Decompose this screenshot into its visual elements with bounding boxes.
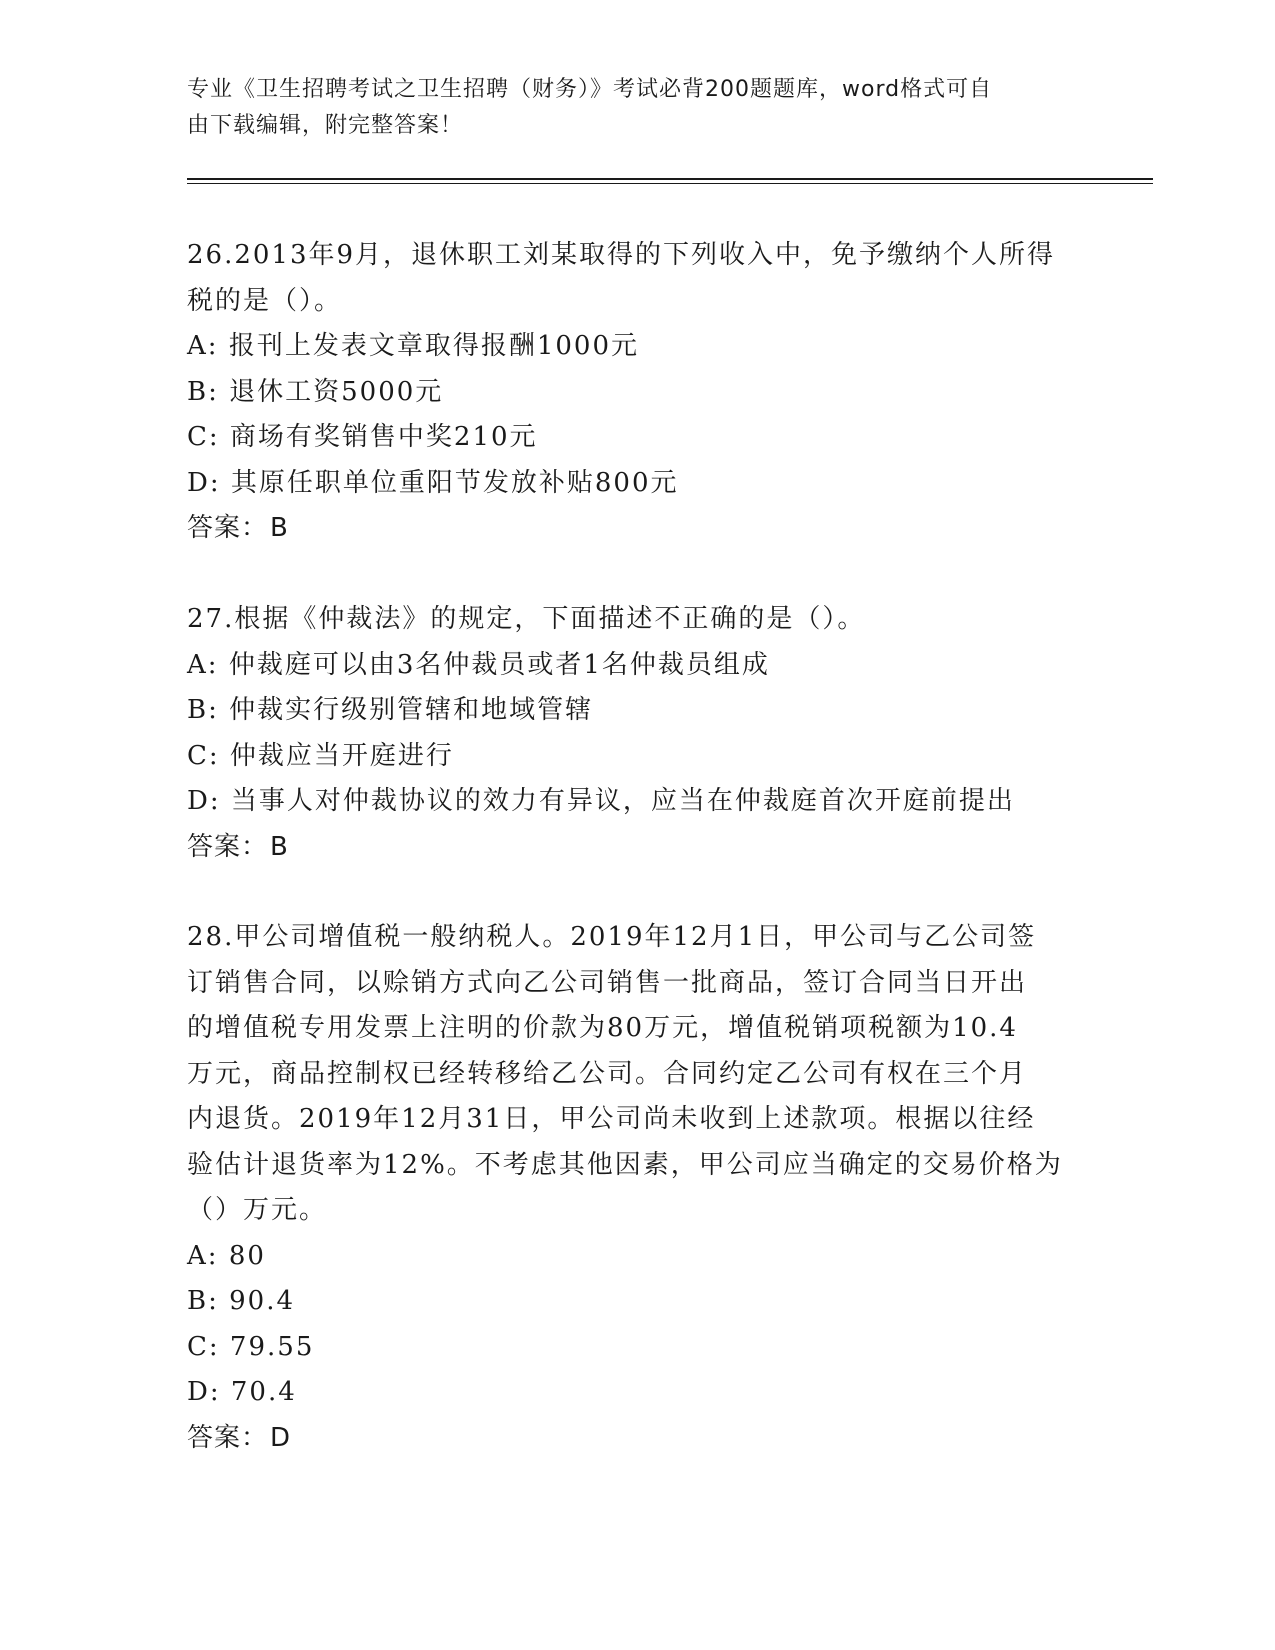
answer (187, 506, 1087, 552)
question-27 (187, 597, 1087, 870)
option-a (187, 324, 1087, 370)
question-stem-line: 验估计退货率为12%。不考虑其他因素，甲公司应当确定的交易价格为 (187, 1149, 1063, 1180)
option-text: 70.4 (230, 1377, 297, 1407)
option-text: 79.55 (229, 1331, 315, 1362)
option-text: 仲裁庭可以由3名仲裁员或者1名仲裁员组成 (228, 649, 770, 680)
option-key: D: (187, 1377, 221, 1407)
question-stem-line: （）万元。 (187, 1195, 328, 1225)
question-stem-line: 27.根据《仲裁法》的规定，下面描述不正确的是（）。 (187, 604, 866, 634)
question-26 (187, 233, 1087, 552)
header-divider-thick (187, 178, 1153, 180)
option-d (187, 779, 1087, 825)
answer (187, 825, 1087, 871)
option-text: 90.4 (229, 1286, 296, 1316)
answer-value: B (270, 831, 289, 862)
header-line-1: 专业《卫生招聘考试之卫生招聘（财务）》考试必背200题题库，word格式可自 (187, 77, 993, 102)
header-divider-thin (187, 183, 1153, 184)
option-text: 当事人对仲裁协议的效力有异议，应当在仲裁庭首次开庭前提出 (230, 786, 1015, 816)
option-key: B: (187, 695, 219, 725)
header-line-2: 由下载编辑，附完整答案！ (187, 113, 464, 138)
option-c (187, 1325, 1087, 1371)
option-key: C: (187, 1331, 220, 1362)
question-stem-line: 26.2013年9月，退休职工刘某取得的下列收入中，免予缴纳个人所得 (187, 240, 1056, 270)
option-d (187, 461, 1087, 507)
question-stem-line: 的增值税专用发票上注明的价款为80万元，增值税销项税额为10.4 (187, 1013, 1018, 1043)
option-text: 退休工资5000元 (229, 376, 444, 407)
option-text: 商场有奖销售中奖210元 (229, 422, 538, 452)
option-key: A: (187, 1240, 219, 1271)
question-28 (187, 915, 1087, 1461)
option-key: B: (187, 1286, 219, 1316)
answer-label: 答案： (187, 831, 269, 862)
option-text: 报刊上发表文章取得报酬1000元 (228, 331, 639, 361)
answer-value: D (270, 1422, 292, 1453)
document-header (187, 72, 1087, 144)
answer-label: 答案： (187, 1422, 269, 1453)
option-a (187, 1234, 1087, 1280)
option-key: D: (187, 467, 221, 498)
answer (187, 1416, 1087, 1462)
question-stem-line: 税的是（）。 (187, 285, 343, 316)
option-text: 其原任职单位重阳节发放补贴800元 (230, 467, 679, 498)
answer-label: 答案： (187, 513, 269, 543)
question-stem-line: 万元，商品控制权已经转移给乙公司。合同约定乙公司有权在三个月 (187, 1058, 1028, 1089)
option-key: B: (187, 376, 219, 407)
answer-value: B (270, 513, 289, 543)
option-text: 仲裁实行级别管辖和地域管辖 (229, 695, 594, 725)
option-b (187, 370, 1087, 416)
question-stem-line: 订销售合同，以赊销方式向乙公司销售一批商品，签订合同当日开出 (187, 967, 1028, 998)
option-key: A: (187, 649, 219, 680)
option-key: D: (187, 786, 221, 816)
option-a (187, 643, 1087, 689)
option-b (187, 688, 1087, 734)
option-key: A: (187, 331, 219, 361)
option-text: 80 (228, 1240, 266, 1271)
question-stem-line: 内退货。2019年12月31日，甲公司尚未收到上述款项。根据以往经 (187, 1104, 1036, 1134)
option-key: C: (187, 422, 220, 452)
option-b (187, 1279, 1087, 1325)
option-text: 仲裁应当开庭进行 (229, 740, 454, 771)
question-stem-line: 28.甲公司增值税一般纳税人。2019年12月1日，甲公司与乙公司签 (187, 922, 1037, 952)
option-c (187, 415, 1087, 461)
option-c (187, 734, 1087, 780)
option-d (187, 1370, 1087, 1416)
option-key: C: (187, 740, 220, 771)
